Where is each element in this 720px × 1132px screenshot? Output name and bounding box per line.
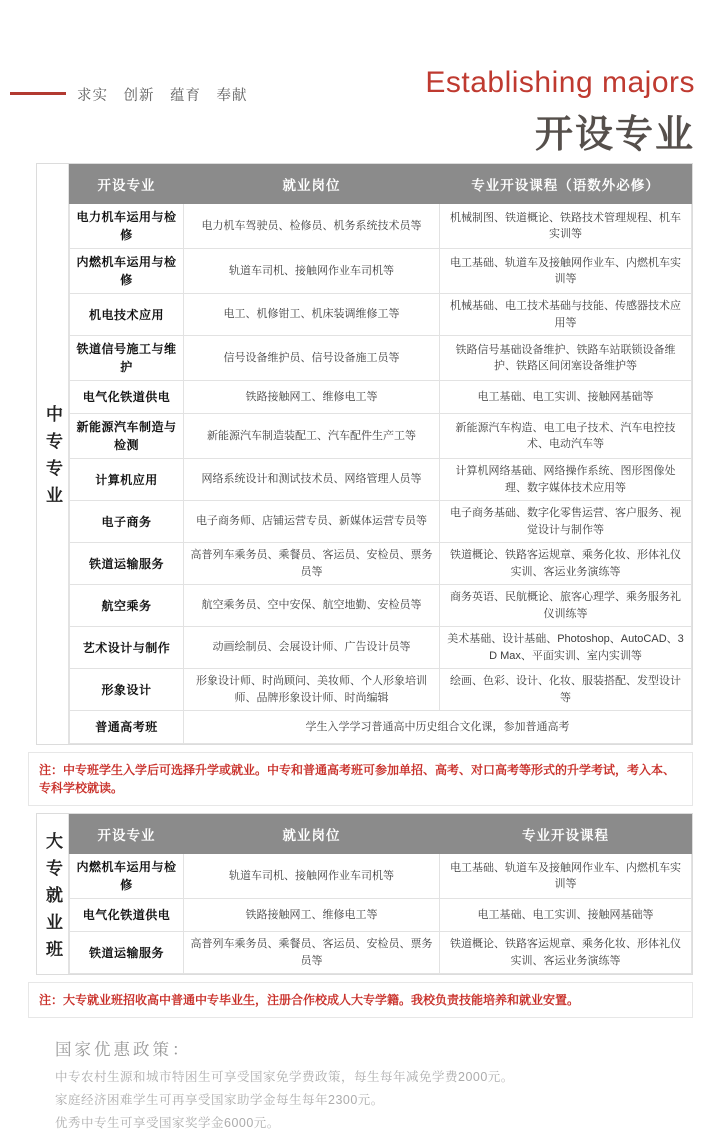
courses-cell: 电工基础、电工实训、接触网基础等 bbox=[440, 899, 692, 932]
major-cell: 电子商务 bbox=[70, 501, 184, 543]
jobs-cell: 航空乘务员、空中安保、航空地勤、安检员等 bbox=[184, 585, 440, 627]
table-row bbox=[70, 249, 692, 294]
courses-cell: 绘画、色彩、设计、化妆、服装搭配、发型设计等 bbox=[440, 669, 692, 711]
jobs-cell: 电力机车驾驶员、检修员、机务系统技术员等 bbox=[184, 204, 440, 249]
major-cell: 机电技术应用 bbox=[70, 294, 184, 336]
courses-cell: 铁道概论、铁路客运规章、乘务化妆、形体礼仪实训、客运业务演练等 bbox=[440, 932, 692, 974]
policy-line: 家庭经济困难学生可再享受国家助学金每生每年2300元。 bbox=[55, 1091, 693, 1110]
courses-cell: 美术基础、设计基础、Photoshop、AutoCAD、3D Max、平面实训、室内实训等 bbox=[440, 627, 692, 669]
courses-cell: 新能源汽车构造、电工电子技术、汽车电控技术、电动汽车等 bbox=[440, 414, 692, 459]
jobs-cell: 轨道车司机、接触网作业车司机等 bbox=[184, 854, 440, 899]
courses-cell: 电工基础、电工实训、接触网基础等 bbox=[440, 381, 692, 414]
jobs-cell: 铁路接触网工、维修电工等 bbox=[184, 381, 440, 414]
table-row bbox=[70, 204, 692, 249]
major-cell: 电力机车运用与检修 bbox=[70, 204, 184, 249]
courses-cell: 电子商务基础、数字化零售运营、客户服务、视觉设计与制作等 bbox=[440, 501, 692, 543]
note-college: 注：大专就业班招收高中普通中专毕业生，注册合作校成人大专学籍。我校负责技能培养和就业安置。 bbox=[28, 982, 693, 1018]
major-cell: 内燃机车运用与检修 bbox=[70, 249, 184, 294]
table-row-merged bbox=[70, 711, 692, 744]
jobs-cell: 动画绘制员、会展设计师、广告设计员等 bbox=[184, 627, 440, 669]
major-cell: 铁道运输服务 bbox=[70, 932, 184, 974]
courses-cell: 商务英语、民航概论、旅客心理学、乘务服务礼仪训练等 bbox=[440, 585, 692, 627]
major-cell: 艺术设计与制作 bbox=[70, 627, 184, 669]
table-row bbox=[70, 854, 692, 899]
majors-table-college bbox=[36, 813, 693, 975]
courses-cell: 机械制图、铁道概论、铁路技术管理规程、机车实训等 bbox=[440, 204, 692, 249]
policy-line: 优秀中专生可享受国家奖学金6000元。 bbox=[55, 1114, 693, 1132]
side-label-secondary bbox=[37, 164, 69, 744]
courses-cell: 铁道概论、铁路客运规章、乘务化妆、形体礼仪实训、客运业务演练等 bbox=[440, 543, 692, 585]
header-major: 开设专业 bbox=[70, 815, 184, 854]
major-cell: 形象设计 bbox=[70, 669, 184, 711]
header-jobs: 就业岗位 bbox=[184, 165, 440, 204]
jobs-cell: 高普列车乘务员、乘餐员、客运员、安检员、票务员等 bbox=[184, 543, 440, 585]
accent-line bbox=[10, 92, 66, 95]
table-row bbox=[70, 899, 692, 932]
table-row bbox=[70, 669, 692, 711]
major-cell: 铁道运输服务 bbox=[70, 543, 184, 585]
jobs-cell: 网络系统设计和测试技术员、网络管理人员等 bbox=[184, 459, 440, 501]
side-label-college bbox=[37, 814, 69, 974]
table-row bbox=[70, 294, 692, 336]
jobs-cell: 铁路接触网工、维修电工等 bbox=[184, 899, 440, 932]
title-english: Establishing majors bbox=[425, 66, 695, 100]
header-courses: 专业开设课程 bbox=[440, 815, 692, 854]
page-content bbox=[0, 163, 720, 1132]
table-row bbox=[70, 414, 692, 459]
secondary-majors-table bbox=[69, 164, 692, 744]
header-major: 开设专业 bbox=[70, 165, 184, 204]
header-courses: 专业开设课程（语数外必修） bbox=[440, 165, 692, 204]
major-cell: 铁道信号施工与维护 bbox=[70, 336, 184, 381]
table-header-row bbox=[70, 815, 692, 854]
college-majors-table bbox=[69, 814, 692, 974]
jobs-cell: 新能源汽车制造装配工、汽车配件生产工等 bbox=[184, 414, 440, 459]
major-cell: 计算机应用 bbox=[70, 459, 184, 501]
jobs-cell: 电工、机修钳工、机床装调维修工等 bbox=[184, 294, 440, 336]
table-row bbox=[70, 627, 692, 669]
page-header bbox=[0, 0, 720, 163]
courses-cell: 铁路信号基础设备维护、铁路车站联锁设备维护、铁路区间闭塞设备维护等 bbox=[440, 336, 692, 381]
table-row bbox=[70, 459, 692, 501]
school-slogan: 求实 创新 蕴育 奉献 bbox=[77, 84, 248, 105]
major-cell: 新能源汽车制造与检测 bbox=[70, 414, 184, 459]
table-row bbox=[70, 381, 692, 414]
courses-cell: 机械基础、电工技术基础与技能、传感器技术应用等 bbox=[440, 294, 692, 336]
table-row bbox=[70, 336, 692, 381]
page-title: 开设专业 bbox=[535, 103, 695, 158]
major-cell: 内燃机车运用与检修 bbox=[70, 854, 184, 899]
table-header-row bbox=[70, 165, 692, 204]
jobs-cell: 轨道车司机、接触网作业车司机等 bbox=[184, 249, 440, 294]
major-cell: 普通高考班 bbox=[70, 711, 184, 744]
courses-cell: 计算机网络基础、网络操作系统、图形图像处理、数字媒体技术应用等 bbox=[440, 459, 692, 501]
majors-table-secondary bbox=[36, 163, 693, 745]
policy-section bbox=[55, 1036, 693, 1132]
side-label-text: 中专专业 bbox=[40, 395, 65, 513]
jobs-cell: 形象设计师、时尚顾问、美妆师、个人形象培训师、品牌形象设计师、时尚编辑 bbox=[184, 669, 440, 711]
major-cell: 电气化铁道供电 bbox=[70, 899, 184, 932]
header-jobs: 就业岗位 bbox=[184, 815, 440, 854]
major-cell: 航空乘务 bbox=[70, 585, 184, 627]
jobs-cell: 信号设备维护员、信号设备施工员等 bbox=[184, 336, 440, 381]
policy-line: 中专农村生源和城市特困生可享受国家免学费政策，每生每年减免学费2000元。 bbox=[55, 1068, 693, 1087]
note-secondary: 注：中专班学生入学后可选择升学或就业。中专和普通高考班可参加单招、高考、对口高考等形式的升学考试，考入本、专科学校就读。 bbox=[28, 752, 693, 806]
courses-cell: 电工基础、轨道车及接触网作业车、内燃机车实训等 bbox=[440, 249, 692, 294]
jobs-cell: 高普列车乘务员、乘餐员、客运员、安检员、票务员等 bbox=[184, 932, 440, 974]
merged-content-cell: 学生入学学习普通高中历史组合文化课，参加普通高考 bbox=[184, 711, 692, 744]
table-row bbox=[70, 932, 692, 974]
policy-title: 国家优惠政策： bbox=[55, 1036, 693, 1060]
side-label-text: 大专就业班 bbox=[40, 822, 65, 967]
table-row bbox=[70, 501, 692, 543]
table-row bbox=[70, 543, 692, 585]
major-cell: 电气化铁道供电 bbox=[70, 381, 184, 414]
jobs-cell: 电子商务师、店铺运营专员、新媒体运营专员等 bbox=[184, 501, 440, 543]
courses-cell: 电工基础、轨道车及接触网作业车、内燃机车实训等 bbox=[440, 854, 692, 899]
table-row bbox=[70, 585, 692, 627]
